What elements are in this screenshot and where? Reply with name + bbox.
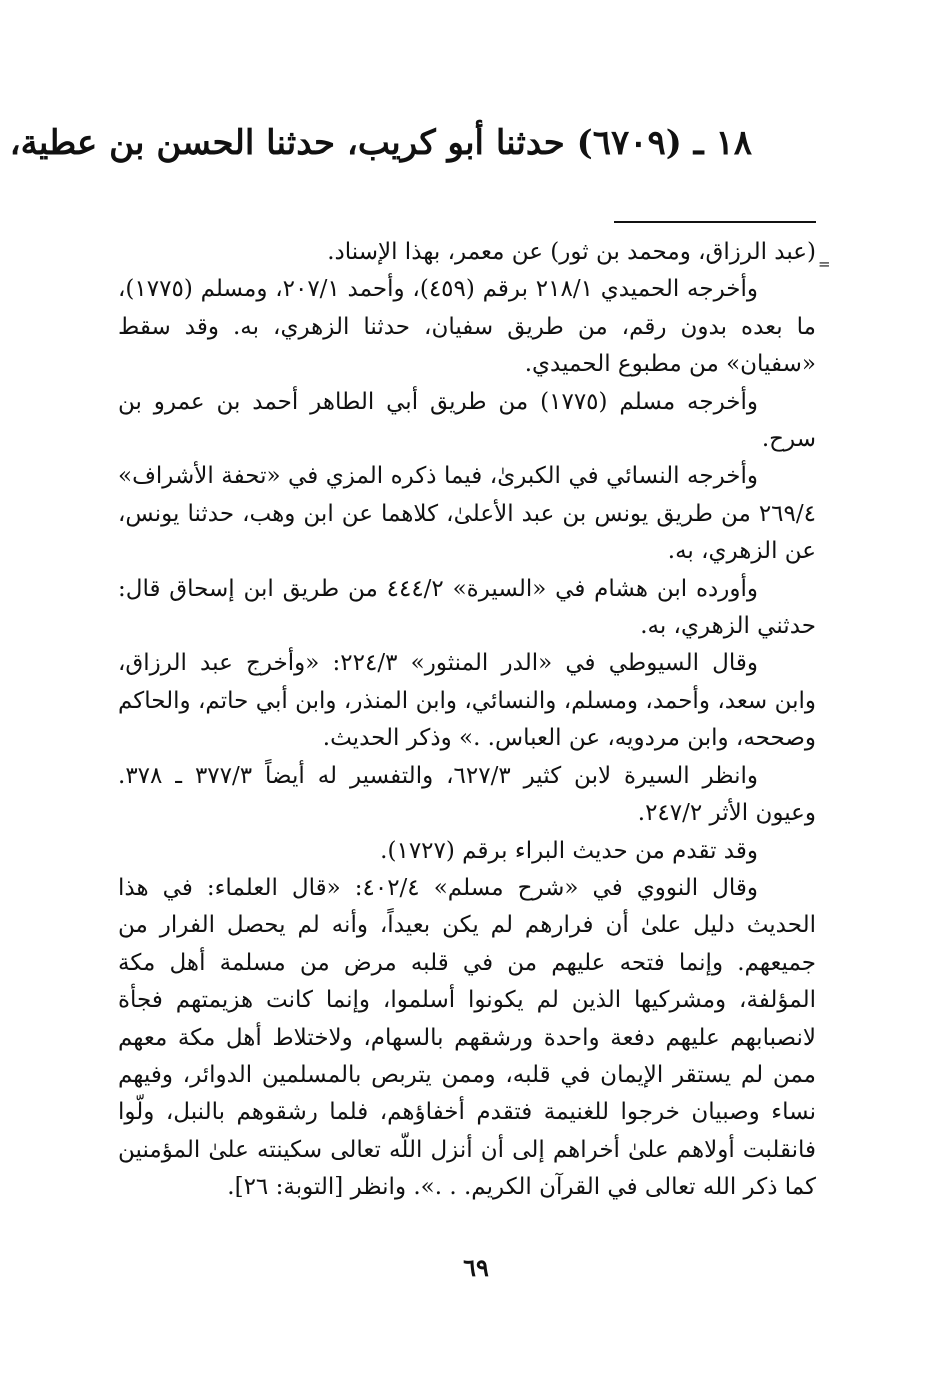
footnote-paragraph: وأخرجه النسائي في الكبرىٰ، فيما ذكره المزي في «تحفة الأشراف» ٢٦٩/٤ من طريق يونس بن عبد الأعلىٰ، كلاهما عن ابن وهب، حدثنا يونس، عن الزهري، به. bbox=[118, 463, 816, 565]
hadith-heading: ١٨ ـ (٦٧٠٩) حدثنا أبو كريب، حدثنا الحسن بن عطية، bbox=[9, 123, 752, 163]
footnote-continuation-mark: = bbox=[818, 255, 831, 273]
footnote-paragraph: وقد تقدم من حديث البراء برقم (١٧٢٧). bbox=[380, 837, 758, 864]
footnotes-block bbox=[118, 234, 816, 1207]
footnote-separator-rule bbox=[614, 221, 816, 223]
footnote-paragraph: وانظر السيرة لابن كثير ٦٢٧/٣، والتفسير له أيضاً ٣٧٧/٣ ـ ٣٧٨. وعيون الأثر ٢٤٧/٢. bbox=[118, 762, 816, 827]
footnote-paragraph: وأورده ابن هشام في «السيرة» ٤٤٤/٢ من طريق ابن إسحاق قال: حدثني الزهري، به. bbox=[118, 575, 816, 640]
page-number: ٦٩ bbox=[463, 1253, 489, 1282]
footnote-paragraph: وأخرجه مسلم (١٧٧٥) من طريق أبي الطاهر أحمد بن عمرو بن سرح. bbox=[118, 388, 816, 453]
footnote-paragraph: وقال السيوطي في «الدر المنثور» ٢٢٤/٣: «وأخرج عبد الرزاق، وابن سعد، وأحمد، ومسلم، والنسائي، وابن المنذر، وابن أبي حاتم، والحاكم وصححه، وابن مردويه، عن العباس. .» وذكر الحديث. bbox=[118, 650, 816, 752]
footnote-paragraph: وأخرجه الحميدي ٢١٨/١ برقم (٤٥٩)، وأحمد ٢٠٧/١، ومسلم (١٧٧٥)، ما بعده بدون رقم، من طريق سفيان، حدثنا الزهري، به. وقد سقط «سفيان» من مطبوع الحميدي. bbox=[118, 276, 816, 378]
footnote-paragraph: وقال النووي في «شرح مسلم» ٤٠٢/٤: «قال العلماء: في هذا الحديث دليل علىٰ أن فرارهم لم يكن بعيداً، وأنه لم يحصل الفرار من جميعهم. وإنما فتحه عليهم من في قلبه مرض من مسلمة أهل مكة المؤلفة، ومشركيها الذين لم يكونوا أسلموا، وإنما كانت هزيمتهم فجأة لانصبابهم عليهم دفعة واحدة ورشقهم بالسهام، ولاختلاط أهل مكة معهم ممن لم يستقر الإيمان في قلبه، وممن يتربص بالمسلمين الدوائر، وفيهم نساء وصبيان خرجوا للغنيمة فتقدم أخفاؤهم، فلما رشقوهم بالنبل، ولّوا فانقلبت أولاهم علىٰ أخراهم إلى أن أنزل اللّه تعالى سكينته علىٰ المؤمنين كما ذكر الله تعالى في القرآن الكريم. . .». وانظر [التوبة: ٢٦]. bbox=[118, 874, 817, 1201]
footnote-paragraph: (عبد الرزاق، ومحمد بن ثور) عن معمر، بهذا الإسناد. bbox=[327, 239, 816, 265]
